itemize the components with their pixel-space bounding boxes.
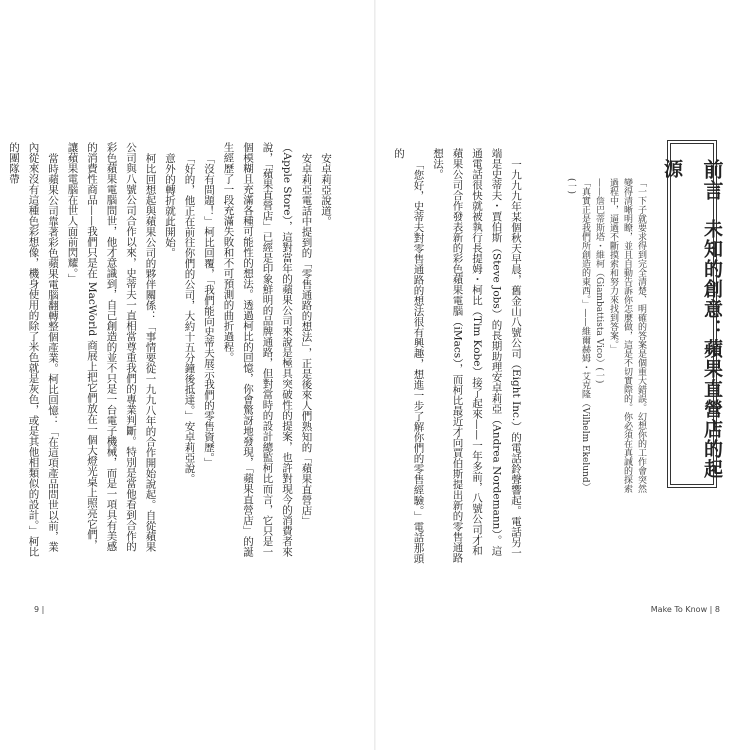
left-page-folio: 9 | xyxy=(34,605,45,614)
epigraph-attribution: ——詹巴蒂斯塔・維柯（Giambattista Vico）(一) xyxy=(594,178,604,384)
chapter-title-main: 未知的創意：蘋果直營店的起源 xyxy=(661,159,723,479)
chapter-title-box xyxy=(661,140,724,488)
body-paragraph: 柯比回想起與蘋果公司的夥伴關係：「事情要從一九九八年的合作開始說起。自從蘋果公司與八號公司合作以來，史蒂夫一直相當尊重我們的專業判斷。特別是當他看到合作的彩色蘋果電腦問世，他才意識到，自己創造的並不只是一台電子機械，而是一項具有美感的消費性商品——我們只是在 MacWorld 商展上把它們放在一個大燈光桌上照亮它們，讓蘋果電腦在世人面前閃耀。」 xyxy=(66,142,157,552)
body-paragraph: 安卓莉亞說道。 xyxy=(320,152,332,226)
body-paragraph: 安卓莉亞電話中提到的「零售通路的想法」，正是後來人們熟知的「蘋果直營店」（Apple Store），這對當年的蘋果公司來說是極具突破性的提案，也許對現今的消費者來說，「蘋果直營店」已經是印象鮮明的品牌通路，但對當時的設計總監柯比而言，它只是一個模糊且充滿各種可能性的想法。透過柯比的回憶，你會驚訝地發現，「蘋果直營店」的誕生經歷了一段充滿失敗和不可預測的曲折過程。 xyxy=(222,142,313,557)
body-paragraph: 一九九九年某個秋天早晨，舊金山八號公司（Eight Inc.）的電話鈴聲響起。電話另一端是史蒂夫・賈伯斯（Steve Jobs）的長期助理安卓莉亞（Andrea Nordemann）。這通電話很快就被執行長提姆・柯比（Tim Kobe）接了起來——一年多前，八號公司才和蘋果公司合作發表新的彩色蘋果電腦（iMacs），而柯比最近才向賈伯斯提出新的零售通路想法。 xyxy=(432,148,522,563)
right-page-folio: Make To Know | 8 xyxy=(650,605,720,614)
epigraph-text: 「一下子就要求得到完全清楚、明確的答案是個重大錯誤。幻想你的工作會突然變得清晰明瞭，並且自動告訴你怎麼做，這是不切實際的。你必須在真誠的探索過程中，逼過不斷摸索和努力來找到答案。」 xyxy=(608,178,646,493)
body-paragraph: 「沒有問題！」柯比回覆，「我們能向史蒂夫展示我們的零售資歷。」 xyxy=(203,152,215,468)
chapter-title xyxy=(652,159,732,487)
epigraph xyxy=(566,178,648,498)
right-page-body xyxy=(393,148,525,563)
body-paragraph: 「您好，史蒂夫對零售通路的想法很有興趣，想進一步了解你們的零售經驗。」電話那頭的 xyxy=(393,148,425,563)
book-gutter xyxy=(374,0,376,750)
chapter-title-head: 前言 xyxy=(700,159,724,201)
body-paragraph: 當時蘋果公司靠著彩色蘋果電腦翻轉整個產業。柯比回憶：「在這項產品問世以前，業內從來沒有這種色彩想像，機身使用的除了米色就是灰色，或是其他相類似的設計。」柯比的團隊帶 xyxy=(8,142,59,557)
left-page-body xyxy=(8,142,335,557)
body-paragraph: 意外的轉折就此開始。 xyxy=(164,152,176,258)
body-paragraph: 「好的，他正在前往你們的公司，大約十五分鐘後抵達。」安卓莉亞說。 xyxy=(183,152,196,484)
epigraph-note: 「真實正是我們所創造的東西。」——維爾赫姆・艾克隆（Vilhelm Ekelund）(一) xyxy=(566,178,590,492)
